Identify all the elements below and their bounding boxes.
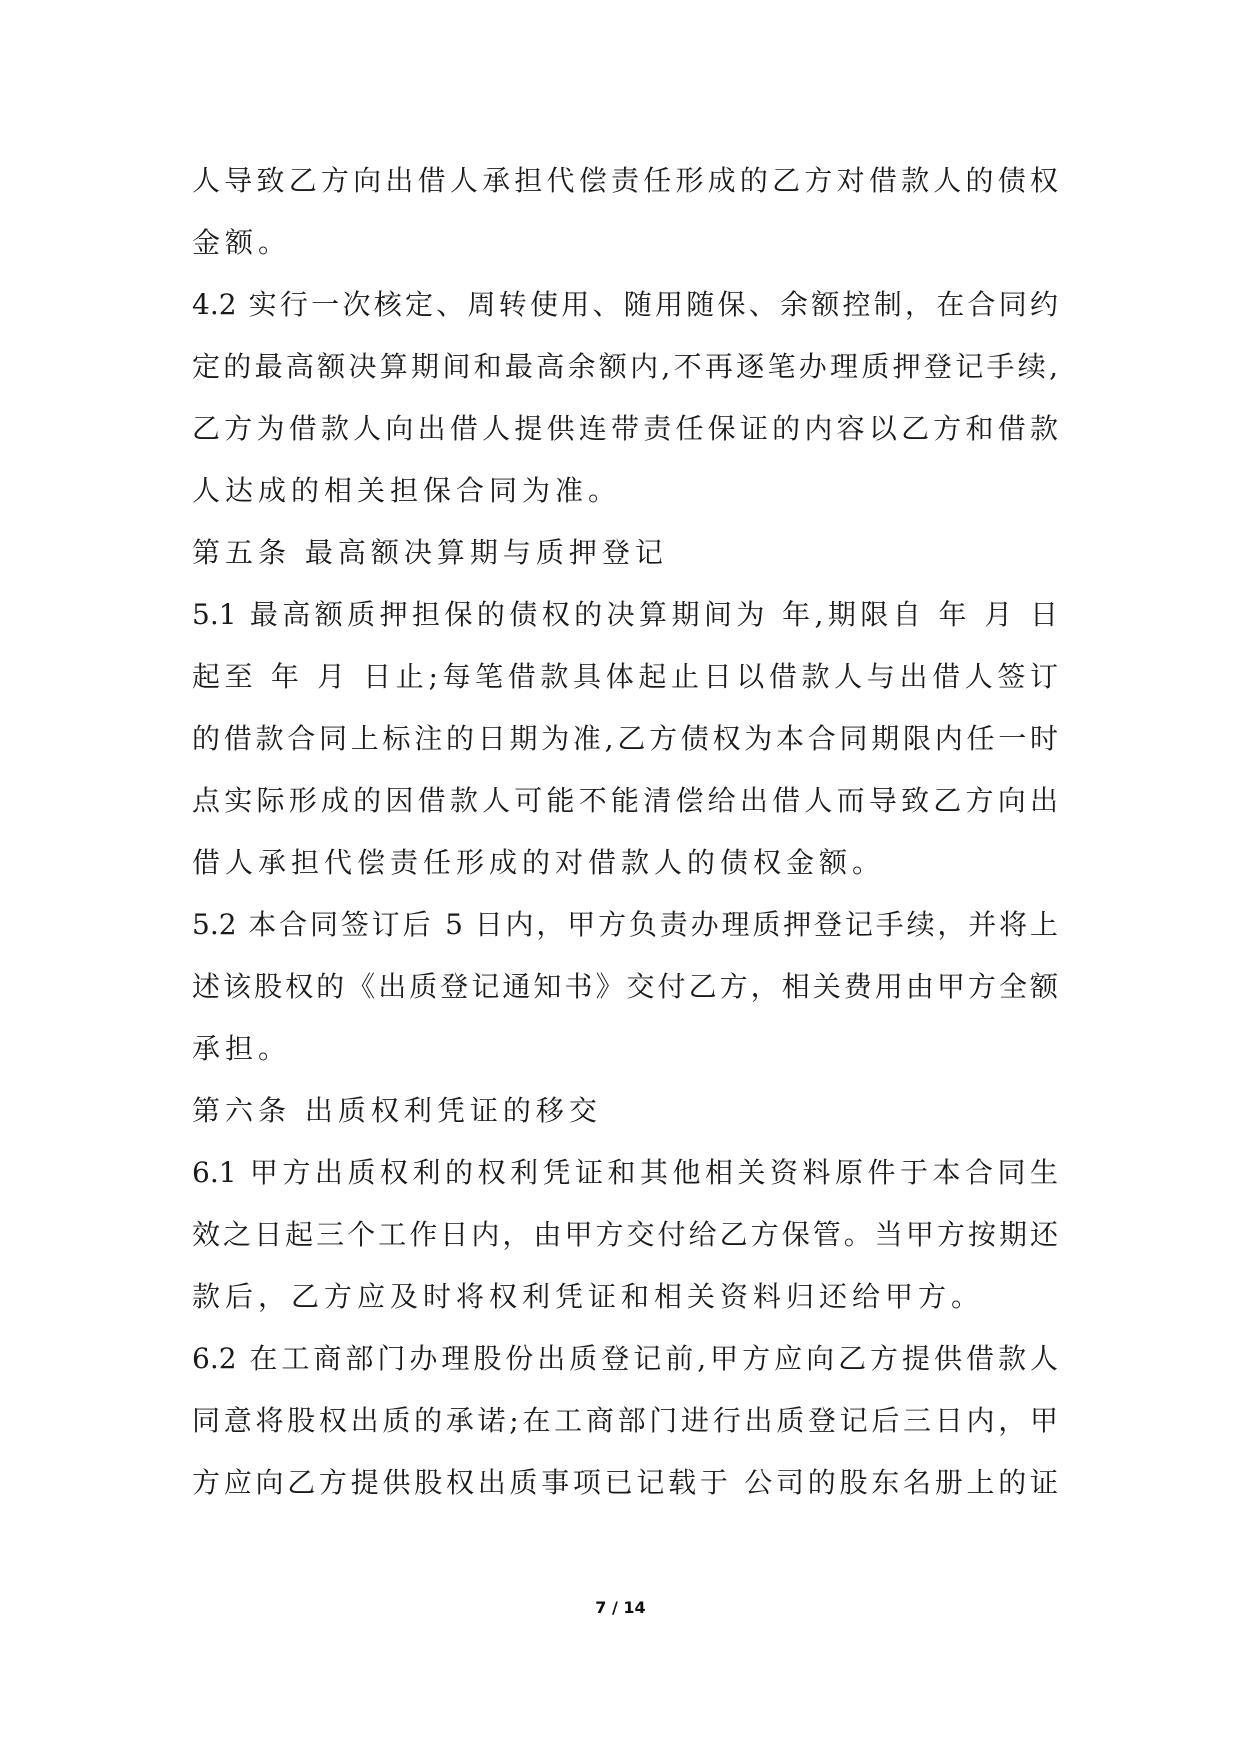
text-line: 的借款合同上标注的日期为准,乙方债权为本合同期限内任一时 [192,722,1058,755]
text-line: 乙方为借款人向出借人提供连带责任保证的内容以乙方和借款 [192,412,1058,445]
text-line: 点实际形成的因借款人可能不能清偿给出借人而导致乙方向出 [192,784,1058,817]
clause-4-2: 4.2 实行一次核定、周转使用、随用随保、余额控制，在合同约 [192,288,1058,321]
text-line: 起至 年 月 日止;每笔借款具体起止日以借款人与出借人签订 [192,660,1058,693]
clause-6-1: 6.1 甲方出质权利的权利凭证和其他相关资料原件于本合同生 [192,1156,1058,1189]
text-line: 定的最高额决算期间和最高余额内,不再逐笔办理质押登记手续, [192,350,1058,383]
clause-6-2: 6.2 在工商部门办理股份出质登记前,甲方应向乙方提供借款人 [192,1342,1058,1375]
text-line: 同意将股权出质的承诺;在工商部门进行出质登记后三日内，甲 [192,1404,1058,1437]
text-line: 承担。 [192,1032,292,1065]
text-line: 方应向乙方提供股权出质事项已记载于 公司的股东名册上的证 [192,1466,1058,1499]
text-line: 人导致乙方向出借人承担代偿责任形成的乙方对借款人的债权 [192,164,1058,197]
text-line: 人达成的相关担保合同为准。 [192,474,622,507]
text-line: 金额。 [192,226,292,259]
document-body [192,150,1058,1514]
text-line: 效之日起三个工作日内，由甲方交付给乙方保管。当甲方按期还 [192,1218,1058,1251]
text-line: 述该股权的《出质登记通知书》交付乙方，相关费用由甲方全额 [192,970,1058,1003]
article-6-heading: 第六条 出质权利凭证的移交 [192,1094,602,1127]
page-number: 7 / 14 [595,1598,646,1617]
clause-5-1: 5.1 最高额质押担保的债权的决算期间为 年,期限自 年 月 日 [192,598,1058,631]
text-line: 借人承担代偿责任形成的对借款人的债权金额。 [192,846,886,879]
article-5-heading: 第五条 最高额决算期与质押登记 [192,536,668,569]
clause-5-2: 5.2 本合同签订后 5 日内，甲方负责办理质押登记手续，并将上 [192,908,1058,941]
text-line: 款后，乙方应及时将权利凭证和相关资料归还给甲方。 [192,1280,985,1313]
